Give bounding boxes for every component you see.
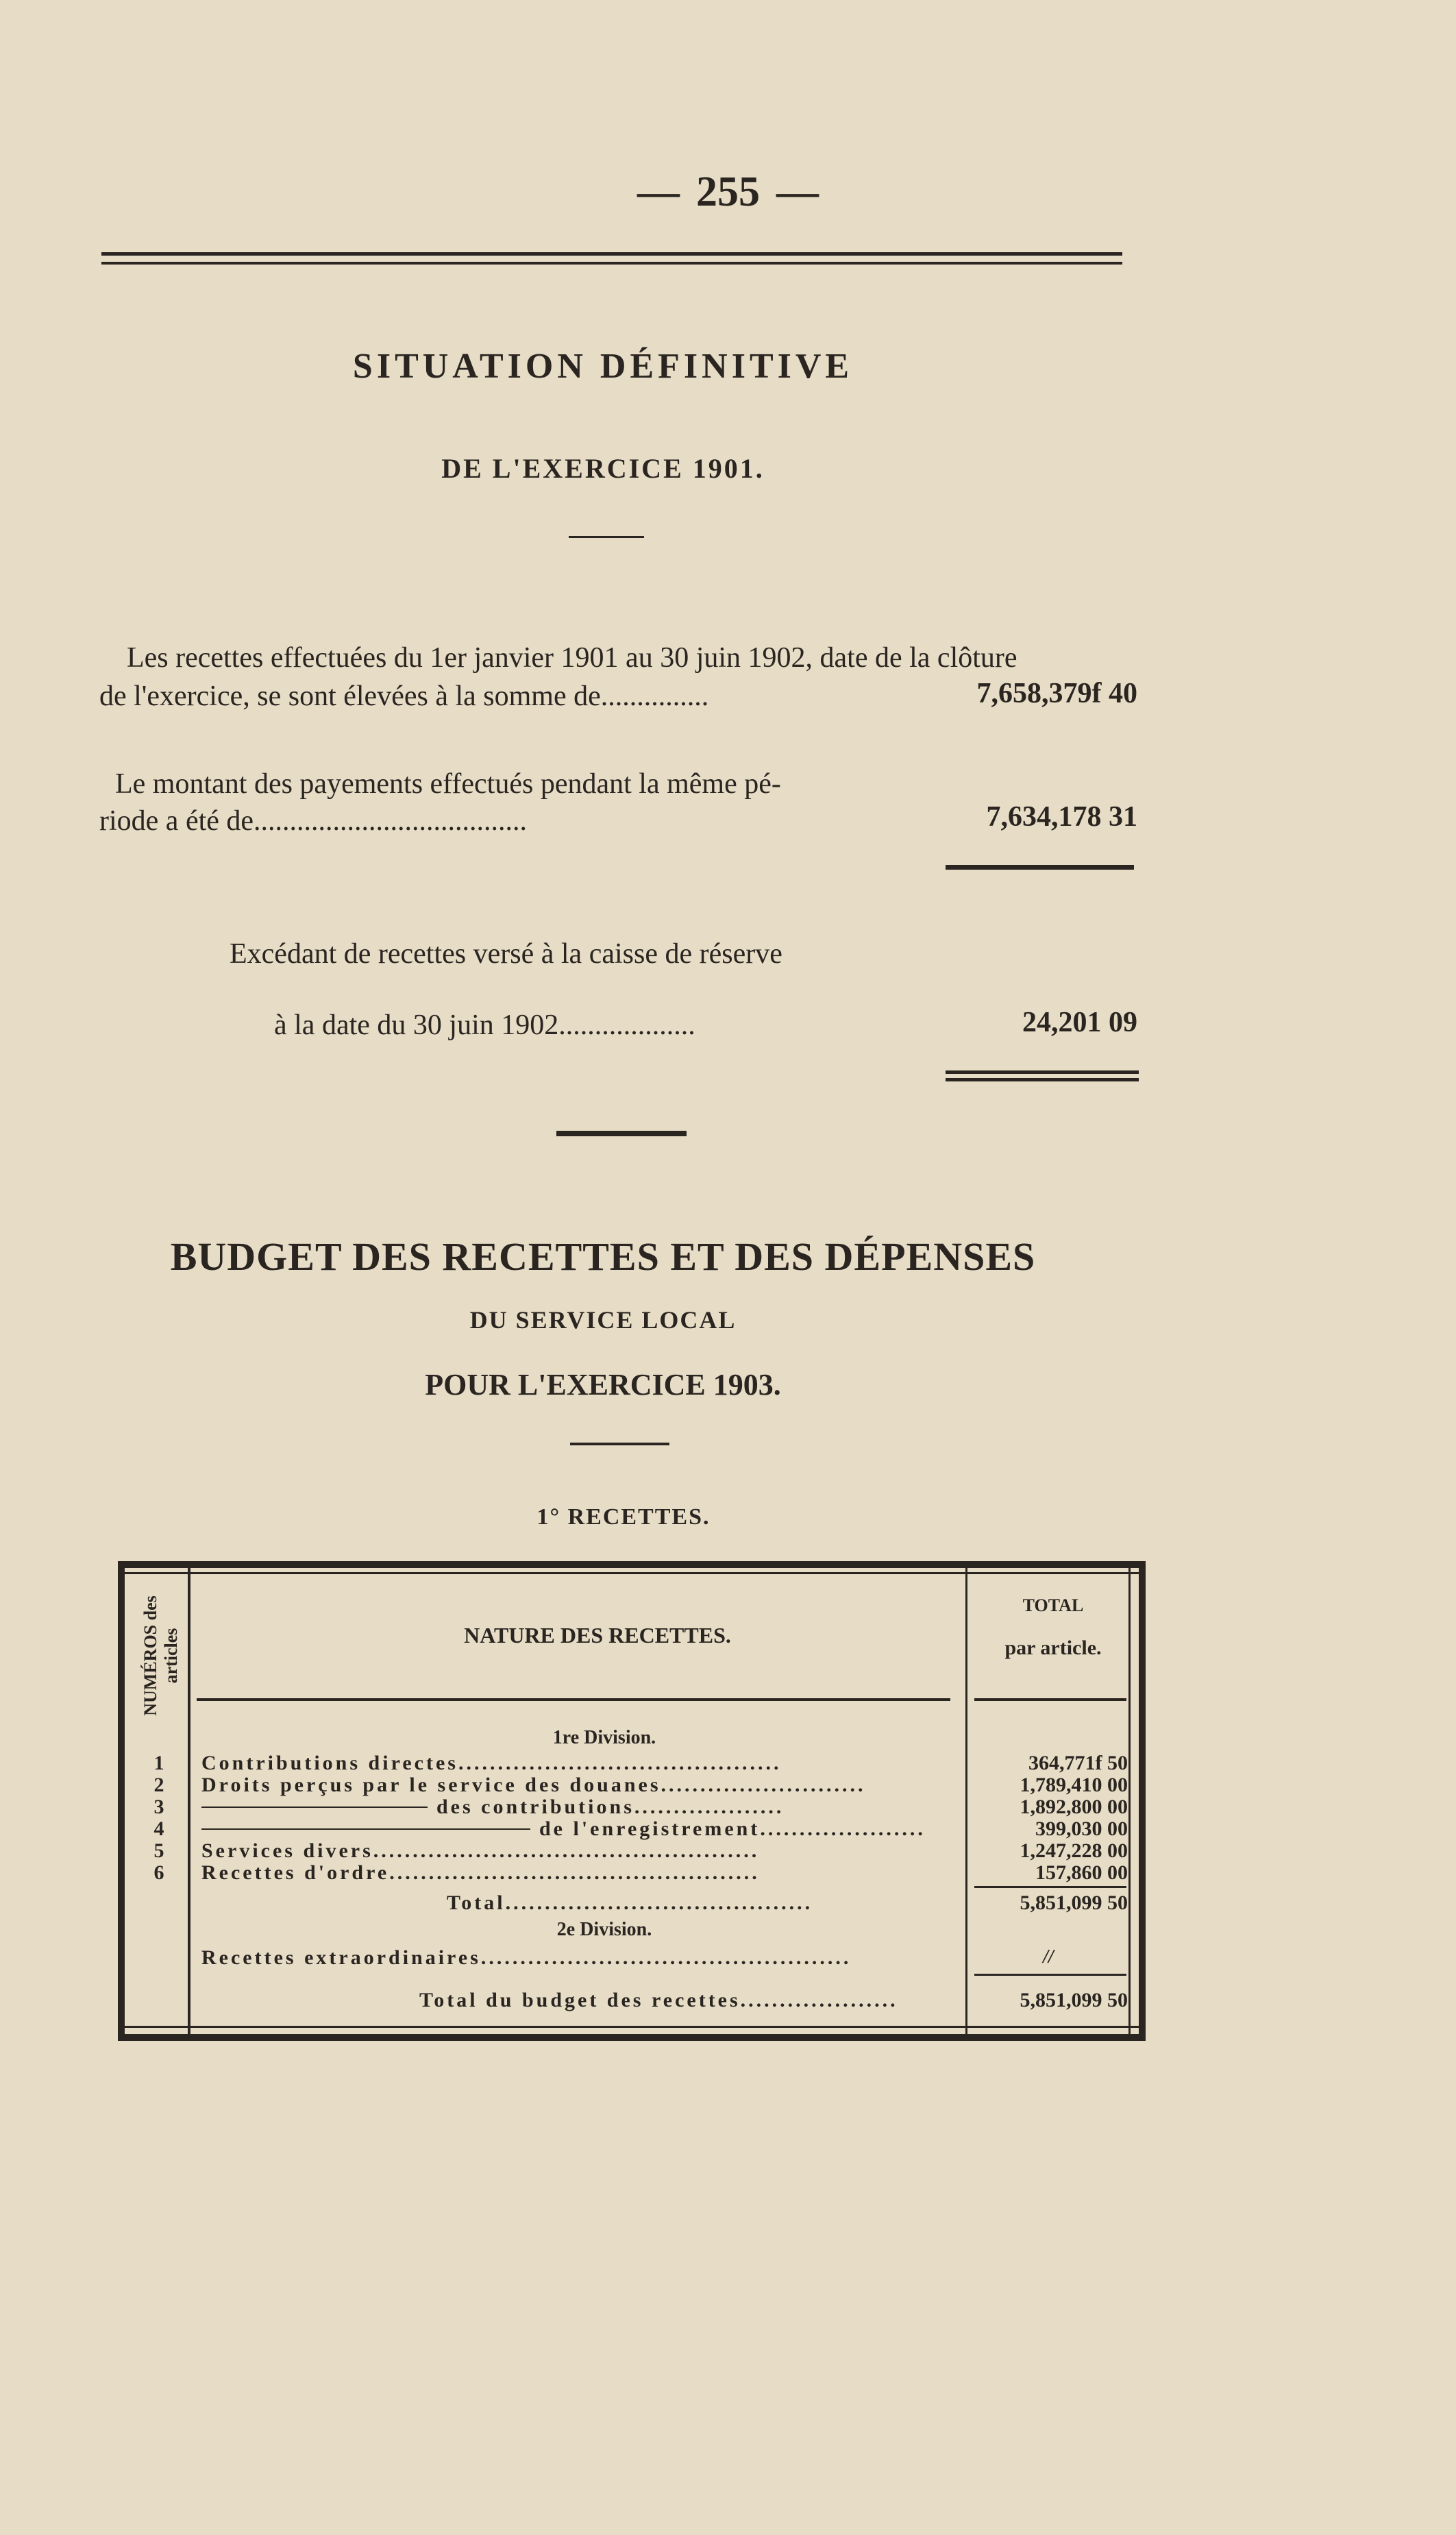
recettes-heading: 1° RECETTES. xyxy=(536,1504,711,1530)
table-inner-top xyxy=(125,1572,1139,1574)
situation-divider xyxy=(569,536,644,538)
article-number-5: 5 xyxy=(153,1839,164,1862)
total-rule xyxy=(974,1886,1126,1888)
payments-line2: riode a été de...................................... xyxy=(99,805,528,837)
header-rule-bottom xyxy=(101,262,1122,265)
total-column-header-line2: par article. xyxy=(1004,1637,1102,1659)
row-label: Recettes d'ordre............................................... xyxy=(201,1861,760,1884)
table-col-divider-1 xyxy=(188,1568,190,2034)
grand-total-rule xyxy=(974,1974,1126,1976)
extra-receipts-label: Recettes extraordinaires............................................... xyxy=(201,1946,852,1969)
budget-divider xyxy=(570,1443,669,1445)
article-number-6: 6 xyxy=(153,1861,164,1884)
row-value: 1,892,800 00 xyxy=(1020,1796,1128,1818)
article-number-4: 4 xyxy=(153,1817,164,1840)
excess-amount: 24,201 09 xyxy=(1022,1007,1137,1038)
situation-title: SITUATION DÉFINITIVE xyxy=(352,347,854,386)
total-column-header-line1: TOTAL xyxy=(1022,1595,1084,1615)
article-number-2: 2 xyxy=(153,1774,164,1796)
situation-subtitle: DE L'EXERCICE 1901. xyxy=(441,453,765,484)
grand-total-label: Total du budget des recettes.................... xyxy=(419,1989,898,2011)
row-label: des contributions................... xyxy=(436,1796,785,1818)
division1-total-value: 5,851,099 50 xyxy=(1020,1891,1128,1914)
division1-total-label: Total....................................... xyxy=(447,1891,813,1914)
row-label: Contributions directes......................................... xyxy=(201,1752,782,1774)
payments-line1: Le montant des payements effectués pendant la même pé- xyxy=(115,768,781,800)
row-label: Droits perçus par le service des douanes.......................... xyxy=(201,1774,866,1796)
recettes-table xyxy=(118,1561,1146,2041)
row-value: 1,789,410 00 xyxy=(1020,1774,1128,1796)
table-col-divider-2 xyxy=(965,1568,967,2034)
numbers-column-header: NUMÉROS des articles xyxy=(140,1595,181,1716)
budget-subtitle-exercise: POUR L'EXERCICE 1903. xyxy=(425,1368,781,1401)
page-number-value: 255 xyxy=(696,169,760,215)
row-value: 157,860 00 xyxy=(1035,1861,1128,1884)
division1-title: 1re Division. xyxy=(552,1727,656,1748)
ditto-rule xyxy=(201,1828,530,1830)
excess-rule-bottom xyxy=(946,1078,1139,1081)
page-number: — 255 — xyxy=(637,169,819,215)
row-label: Services divers................................................. xyxy=(201,1839,760,1862)
budget-title: BUDGET DES RECETTES ET DES DÉPENSES xyxy=(170,1234,1036,1279)
header-rule-nature xyxy=(197,1698,950,1701)
ditto-rule xyxy=(201,1807,428,1808)
extra-receipts-value: // xyxy=(1043,1946,1054,1968)
receipts-line1: Les recettes effectuées du 1er janvier 1901 au 30 juin 1902, date de la clôture xyxy=(127,642,1017,674)
row-value: 399,030 00 xyxy=(1035,1817,1128,1840)
article-number-1: 1 xyxy=(153,1752,164,1774)
row-value: 364,771f 50 xyxy=(1028,1752,1128,1774)
grand-total-value: 5,851,099 50 xyxy=(1020,1989,1128,2011)
budget-subtitle-service: DU SERVICE LOCAL xyxy=(469,1306,737,1334)
article-number-3: 3 xyxy=(153,1796,164,1818)
header-rule-top xyxy=(101,252,1122,256)
row-value: 1,247,228 00 xyxy=(1020,1839,1128,1862)
division2-title: 2e Division. xyxy=(556,1919,652,1940)
receipts-line2: de l'exercice, se sont élevées à la somme de............... xyxy=(99,681,709,712)
nature-column-header: NATURE DES RECETTES. xyxy=(464,1623,731,1648)
excess-line2: à la date du 30 juin 1902................... xyxy=(274,1009,695,1041)
header-rule-total xyxy=(974,1698,1126,1701)
excess-line1: Excédant de recettes versé à la caisse de réserve xyxy=(230,938,782,970)
payments-sum-rule xyxy=(946,865,1134,870)
row-label: de l'enregistrement..................... xyxy=(539,1817,926,1840)
payments-amount: 7,634,178 31 xyxy=(986,801,1137,833)
excess-rule-top xyxy=(946,1070,1139,1074)
section-divider xyxy=(556,1131,687,1136)
table-inner-bottom xyxy=(125,2026,1139,2028)
receipts-amount: 7,658,379f 40 xyxy=(976,678,1137,709)
